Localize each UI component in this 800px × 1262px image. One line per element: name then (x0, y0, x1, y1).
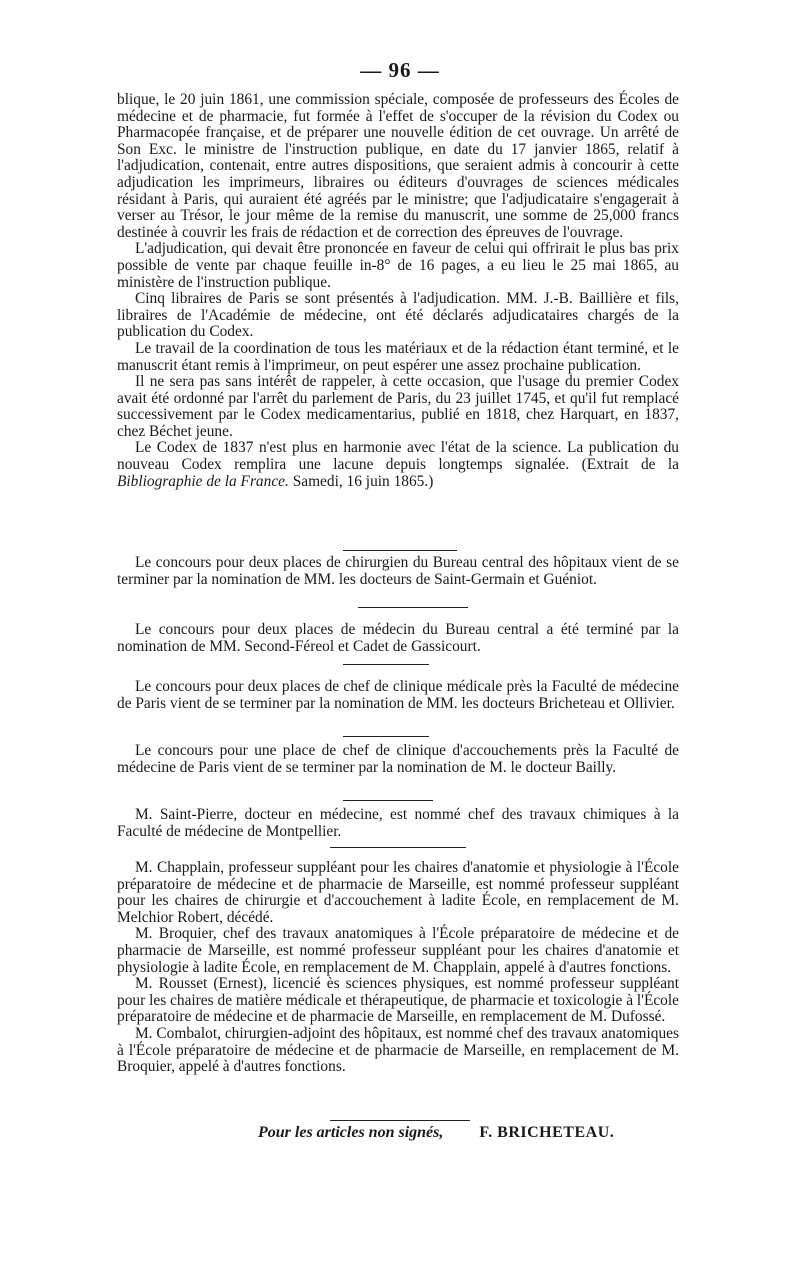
separator-rule (343, 800, 433, 801)
paragraph: blique, le 20 juin 1861, une commission spéciale, composée de professeurs des Écoles de médecine et de pharmacie, fut formée à l'effet de s'occuper de la révision du Codex ou Pharmacopée française, et de préparer une nouvelle édition de cet ouvrage. Un arrêté de Son Exc. le ministre de l'instruction publique, en date du 17 janvier 1865, relatif à l'adjudication, contenait, entre autres dispositions, que seraient admis à concourir à cette adjudication les imprimeurs, libraires ou éditeurs d'ouvrages de sciences médicales résidant à Paris, qui auraient été agréés par le ministre; que l'adjudicataire s'engagerait à verser au Trésor, le jour même de la remise du manuscrit, une somme de 25,000 francs destinée à couvrir les frais de rédaction et de correction des épreuves de l'ouvrage. (117, 91, 679, 241)
notice-chirurgien: Le concours pour deux places de chirurgien du Bureau central des hôpitaux vient de se terminer par la nomination de MM. les docteurs de Saint-Germain et Guéniot. (117, 554, 679, 588)
appointment-paragraph: M. Combalot, chirurgien-adjoint des hôpitaux, est nommé chef des travaux anatomiques à l'École préparatoire de médecine et de pharmacie de Marseille, en remplacement de M. Broquier, appelé à d'autres fonctions. (117, 1024, 679, 1076)
separator-rule (343, 550, 457, 551)
notice-clinique-medicale: Le concours pour deux places de chef de clinique médicale près la Faculté de médecine de Paris vient de se terminer par la nomination de MM. les docteurs Bricheteau et Ollivier. (117, 678, 679, 712)
appointment-paragraph: M. Rousset (Ernest), licencié ès sciences physiques, est nommé professeur suppléant pour les chaires de matière médicale et thérapeutique, de pharmacie et toxicologie à l'École préparatoire de médecine et de pharmacie de Marseille, en remplacement de M. Dufossé. (117, 975, 679, 1026)
notice-chirurgien-block (117, 555, 679, 588)
separator-rule (343, 664, 429, 665)
separator-rule (330, 1120, 470, 1121)
citation-date: Samedi, 16 juin 1865.) (288, 472, 434, 490)
appointments-block (117, 860, 679, 1076)
signature-line (258, 1124, 614, 1142)
notice-accouchements: Le concours pour une place de chef de clinique d'accouchements près la Faculté de médecine de Paris vient de se terminer par la nomination de M. le docteur Bailly. (117, 742, 679, 776)
paragraph-citation (117, 440, 679, 490)
paragraph: Il ne sera pas sans intérêt de rappeler, à cette occasion, que l'usage du premier Codex avait été ordonné par l'arrêt du parlement de Paris, du 23 juillet 1745, et qu'il fut remplacé successivement par le Codex medicamentarius, publié en 1818, chez Harquart, en 1837, chez Béchet jeune. (117, 373, 679, 440)
separator-rule (358, 607, 468, 608)
separator-rule (343, 736, 429, 737)
citation-lead: Le Codex de 1837 n'est plus en harmonie avec l'état de la science. La publication du nouveau Codex remplira une lacune depuis longtemps signalée. (Extrait de la (117, 439, 679, 474)
signature-author: F. BRICHETEAU. (479, 1124, 615, 1141)
notice-accouchements-block (117, 743, 679, 776)
separator-rule (330, 847, 466, 848)
signature-label: Pour les articles non signés, (258, 1124, 444, 1141)
paragraph: L'adjudication, qui devait être prononcée en faveur de celui qui offrirait le plus bas prix possible de vente par chaque feuille in-8° de 16 pages, a eu lieu le 25 mai 1865, au ministère de l'instruction publique. (117, 240, 679, 291)
paragraph: Le travail de la coordination de tous les matériaux et de la rédaction étant terminé, et le manuscrit étant remis à l'imprimeur, on peut espérer une assez prochaine publication. (117, 339, 679, 374)
citation-source: Bibliographie de la France. (117, 472, 289, 490)
paragraph: Cinq libraires de Paris se sont présentés à l'adjudication. MM. J.-B. Baillière et fils, libraires de l'Académie de médecine, ont été déclarés adjudicataires chargés de la publication du Codex. (117, 290, 679, 341)
notice-clinique-medicale-block (117, 679, 679, 712)
appointment-paragraph: M. Broquier, chef des travaux anatomiques à l'École préparatoire de médecine et de pharmacie de Marseille, est nommé professeur suppléant pour les chaires d'anatomie et physiologie à ladite École, en remplacement de M. Chapplain, appelé à d'autres fonctions. (117, 925, 679, 976)
page-number: — 96 — (360, 58, 440, 82)
notice-medecin-block (117, 622, 679, 655)
notice-medecin: Le concours pour deux places de médecin du Bureau central a été terminé par la nomination de MM. Second-Féreol et Cadet de Gassicourt. (117, 621, 679, 655)
article-codex (117, 92, 679, 490)
notice-saint-pierre: M. Saint-Pierre, docteur en médecine, est nommé chef des travaux chimiques à la Faculté de médecine de Montpellier. (117, 806, 679, 840)
notice-saint-pierre-block (117, 807, 679, 840)
appointment-paragraph: M. Chapplain, professeur suppléant pour les chaires d'anatomie et physiologie à l'École préparatoire de médecine et de pharmacie de Marseille, est nommé professeur suppléant pour les chaires de chirurgie et d'accouchement à ladite École, en remplacement de M. Melchior Robert, décédé. (117, 859, 679, 926)
